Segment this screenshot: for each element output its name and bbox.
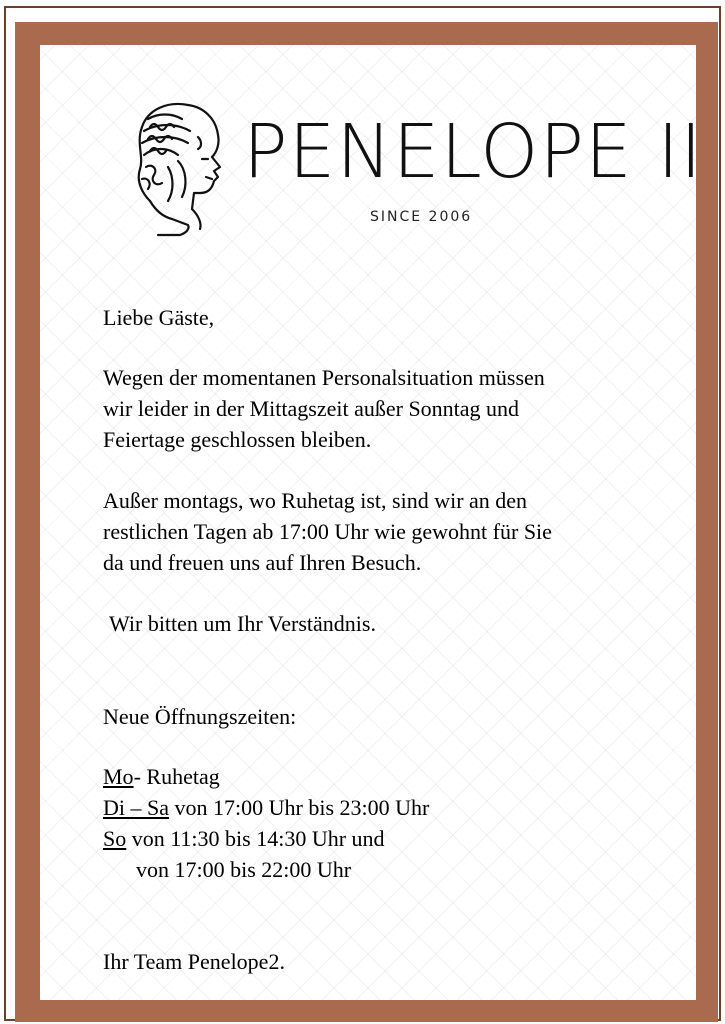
hours-day: Di – Sa bbox=[103, 795, 169, 820]
hours-row-sunday bbox=[103, 823, 429, 854]
hours-title: Neue Öffnungszeiten: bbox=[103, 704, 297, 729]
thanks-line: Wir bitten um Ihr Verständnis. bbox=[109, 611, 376, 636]
hours-text: von 11:30 bis 14:30 Uhr und bbox=[126, 826, 385, 851]
paragraph-opening-info bbox=[103, 485, 552, 578]
paragraph-line: wir leider in der Mittagszeit außer Sonntag und bbox=[103, 396, 520, 421]
hours-row-tuesday-saturday bbox=[103, 792, 429, 823]
paragraph-line: Feiertage geschlossen bleiben. bbox=[103, 427, 372, 452]
brand-name: PENELOPE II bbox=[243, 109, 703, 195]
hours-text: - Ruhetag bbox=[133, 764, 220, 789]
paragraph-line: restlichen Tagen ab 17:00 Uhr wie gewohnt für Sie bbox=[103, 519, 552, 544]
greek-woman-profile-icon bbox=[128, 97, 238, 237]
paragraph-staff-situation bbox=[103, 362, 545, 455]
hours-text: von 17:00 Uhr bis 23:00 Uhr bbox=[169, 795, 430, 820]
hours-row-sunday-evening bbox=[103, 854, 429, 885]
paragraph-line: Außer montags, wo Ruhetag ist, sind wir an den bbox=[103, 488, 528, 513]
hours-day: So bbox=[103, 826, 127, 851]
hours-day: Mo bbox=[103, 764, 134, 789]
paragraph-line: Wegen der momentanen Personalsituation müssen bbox=[103, 365, 545, 390]
brown-frame bbox=[15, 22, 718, 1022]
greeting: Liebe Gäste, bbox=[103, 305, 215, 330]
hours-text: von 17:00 bis 22:00 Uhr bbox=[136, 857, 352, 882]
hours-row-monday bbox=[103, 761, 429, 792]
paragraph-line: da und freuen uns auf Ihren Besuch. bbox=[103, 550, 422, 575]
signature: Ihr Team Penelope2. bbox=[103, 949, 285, 974]
since-label: SINCE 2006 bbox=[370, 209, 473, 225]
content-panel bbox=[40, 45, 703, 1000]
hours-list bbox=[103, 761, 429, 885]
logo bbox=[128, 97, 703, 257]
